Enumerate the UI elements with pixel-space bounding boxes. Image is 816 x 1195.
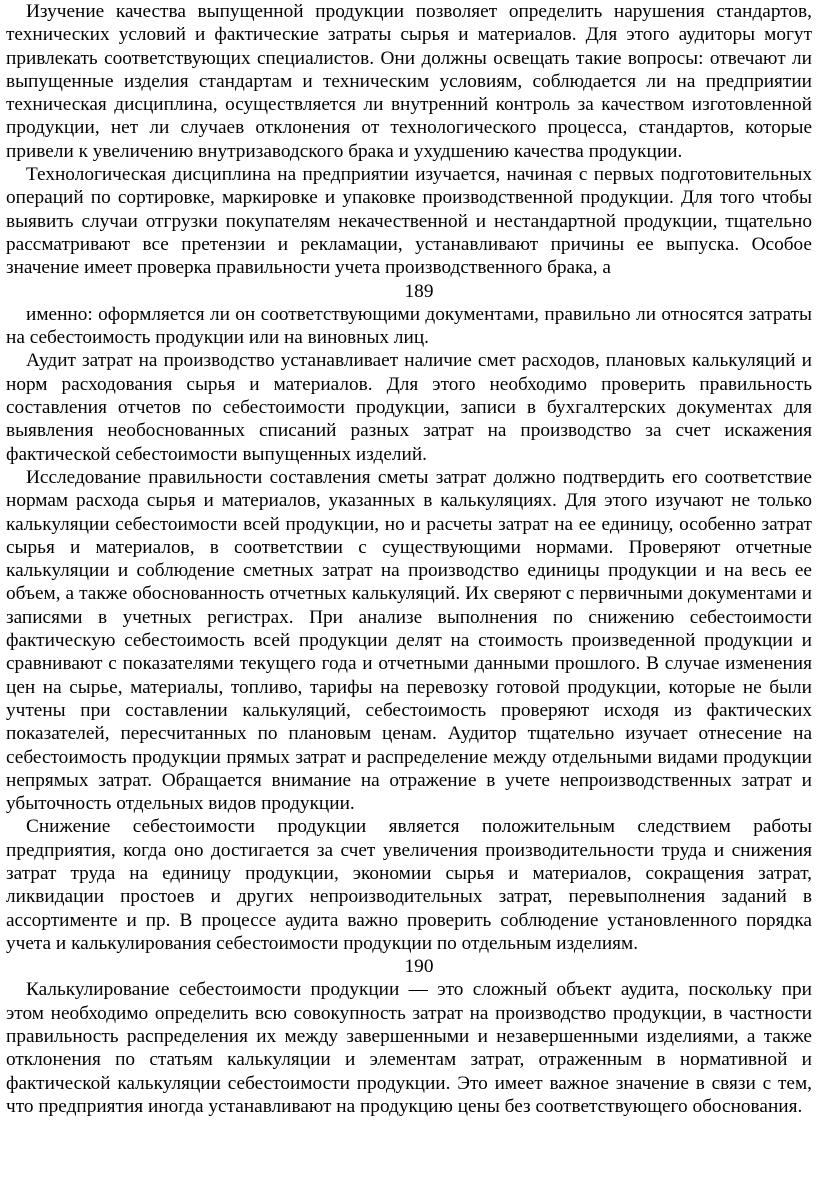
paragraph-cost-reduction: Снижение себестоимости продукции является положительным следствием работы предприятия, когда оно достигается за счет увеличения производительности труда и снижения затрат труда на единицу продукции, экономии сырья и материалов, сокращения затрат, ликвидации простоев и других непроизводительных затрат, перевыполнения заданий в ассортименте и пр. В процессе аудита важно проверить соблюдение установленного порядка учета и калькулирования себестоимости продукции по отдельным изделиям. — [6, 816, 812, 954]
paragraph-technological-discipline: Технологическая дисциплина на предприятии изучается, начиная с первых подготовительных операций по сортировке, маркировке и упаковке производственной продукции. Для того чтобы выявить случаи отгрузки покупателям некачественной и нестандартной продукции, тщательно рассматривают все претензии и рекламации, устанавливают причины ее выпуска. Особое значение имеет проверка правильности учета производственного брака, а — [6, 164, 812, 279]
paragraph-production-cost-audit: Аудит затрат на производство устанавливает наличие смет расходов, плановых калькуляций и норм расходования сырья и материалов. Для этого необходимо проверить правильность составления отчетов по себестоимости продукции, записи в бухгалтерских документах для выявления необоснованных списаний разных затрат на производство за счет искажения фактической себестоимости выпущенных изделий. — [6, 350, 812, 465]
document-page — [6, 0, 812, 1118]
page-number: 189 — [404, 280, 434, 302]
paragraph-cost-estimate-study: Исследование правильности составления сметы затрат должно подтвердить его соответствие нормам расхода сырья и материалов, указанных в калькуляциях. Для этого изучают не только калькуляции себестоимости всей продукции, но и расчеты затрат на ее единицу, особенно затрат сырья и материалов, в соответствии с существующими нормами. Проверяют отчетные калькуляции и соблюдение сметных затрат на производство единицы продукции и на весь ее объем, а также обоснованность отчетных калькуляций. Их сверяют с первичными документами и записями в учетных регистрах. При анализе выполнения по снижению себестоимости фактическую себестоимость всей продукции делят на стоимость произведенной продукции и сравнивают с показателями текущего года и отчетными данными прошлого. В случае изменения цен на сырье, материалы, топливо, тарифы на перевозку готовой продукции, которые не были учтены при составлении калькуляций, себестоимость проверяют исходя из фактических показателей, пересчитанных по плановым ценам. Аудитор тщательно изучает отнесение на себестоимость продукции прямых затрат и распределение между отдельными видами продукции непрямых затрат. Обращается внимание на отражение в учете непроизводственных затрат и убыточность отдельных видов продукции. — [6, 466, 812, 815]
page-number: 190 — [404, 956, 434, 978]
paragraph-cost-calculation: Калькулирование себестоимости продукции — это сложный объект аудита, поскольку при этом необходимо определить всю совокупность затрат на производство продукции, в частности правильность распределения их между завершенными и незавершенными изделиями, а также отклонения по статьям калькуляции и элементам затрат, отраженным в нормативной и фактической калькуляции себестоимости продукции. Это имеет важное значение в связи с тем, что предприятия иногда устанавливают на продукцию цены без соответствующего обоснования. — [6, 979, 812, 1117]
paragraph-defect-documents: именно: оформляется ли он соответствующими документами, правильно ли относятся затраты на себестоимость продукции или на виновных лиц. — [6, 303, 812, 349]
paragraph-product-quality: Изучение качества выпущенной продукции позволяет определить нарушения стандартов, технических условий и фактические затраты сырья и материалов. Для этого аудиторы могут привлекать соответствующих специалистов. Они должны освещать такие вопросы: отвечают ли выпущенные изделия стандартам и техническим условиям, соблюдается ли на предприятии техническая дисциплина, осуществляется ли внутренний контроль за качеством изготовленной продукции, нет ли случаев отклонения от технологического процесса, стандартов, которые привели к увеличению внутризаводского брака и ухудшению качества продукции. — [6, 1, 812, 162]
